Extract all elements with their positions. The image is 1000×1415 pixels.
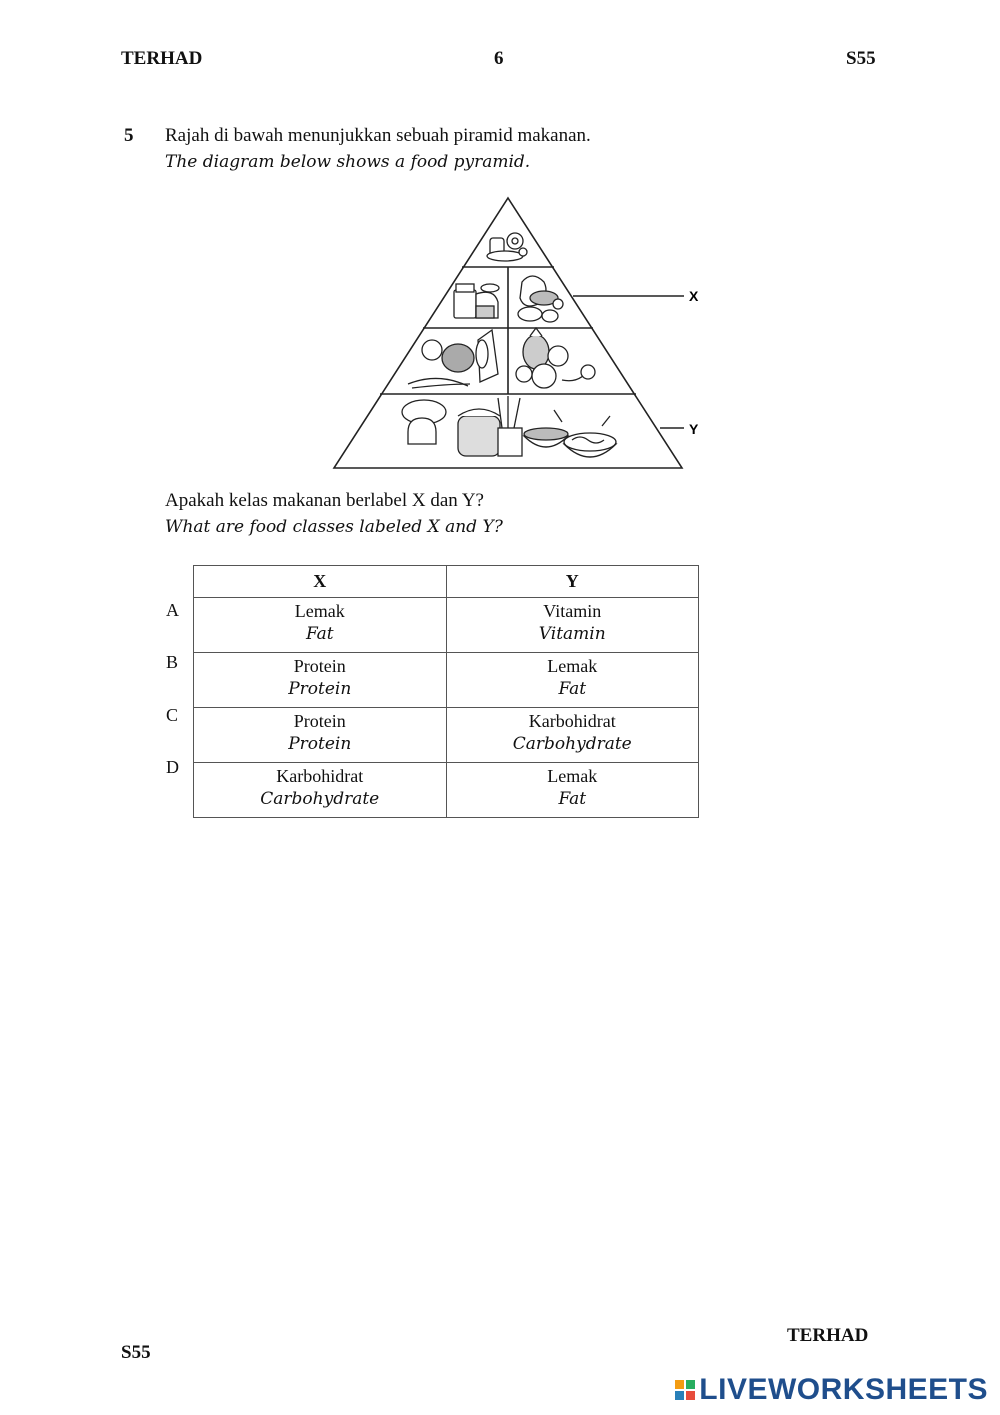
prompt-text-en: What are food classes labeled X and Y? [165,517,503,537]
question-text-ms: Rajah di bawah menunjukkan sebuah piramid makanan. [165,125,591,146]
table-cell [446,653,699,708]
page-number: 6 [494,48,504,69]
liveworksheets-logo-icon [675,1380,695,1400]
table-cell [194,653,447,708]
table-cell [194,598,447,653]
column-header-y: Y [446,566,699,598]
protein-icon [518,276,563,322]
table-row[interactable] [194,653,699,708]
table-header-row [194,566,699,598]
vegetables-icon [408,330,498,388]
table-cell [194,708,447,763]
option-letter-c[interactable]: C [166,705,179,725]
grains-icon [402,396,616,457]
cell-ms: Lemak [547,656,598,676]
label-y: Y [689,421,699,437]
table-cell [446,763,699,818]
cell-ms: Karbohidrat [528,711,616,731]
brand-text: LIVEWORKSHEETS [699,1373,988,1406]
footer-terhad: TERHAD [787,1325,869,1346]
table-cell [446,708,699,763]
table-row[interactable] [194,763,699,818]
cell-ms: Lemak [547,766,598,786]
header-right: S55 [846,48,876,69]
cell-en: Carbohydrate [512,734,632,754]
cell-en: Protein [288,734,352,754]
footer-code: S55 [121,1342,151,1363]
header-left: TERHAD [121,48,203,69]
option-letter-b[interactable]: B [166,652,179,672]
option-letter-d[interactable]: D [166,757,179,777]
cell-ms: Protein [293,711,346,731]
fats-sweets-icon [487,233,527,261]
cell-en: Protein [288,679,352,699]
liveworksheets-logo[interactable] [675,1373,988,1407]
cell-en: Vitamin [538,624,606,644]
cell-en: Fat [558,789,587,809]
table-row[interactable] [194,598,699,653]
cell-en: Fat [305,624,334,644]
dairy-icon [454,284,499,318]
cell-ms: Karbohidrat [276,766,364,786]
option-letter-a[interactable]: A [166,600,179,620]
options-table [193,565,699,818]
food-pyramid-diagram [330,194,710,474]
question-text-en: The diagram below shows a food pyramid. [165,152,531,172]
table-cell [446,598,699,653]
cell-en: Carbohydrate [260,789,380,809]
cell-ms: Lemak [294,601,345,621]
prompt-text-ms: Apakah kelas makanan berlabel X dan Y? [165,490,484,511]
table-cell [194,763,447,818]
column-header-x: X [194,566,447,598]
cell-ms: Vitamin [543,601,602,621]
fruits-icon [516,328,595,388]
label-x: X [689,288,699,304]
question-number: 5 [124,125,134,146]
cell-en: Fat [558,679,587,699]
cell-ms: Protein [293,656,346,676]
table-row[interactable] [194,708,699,763]
